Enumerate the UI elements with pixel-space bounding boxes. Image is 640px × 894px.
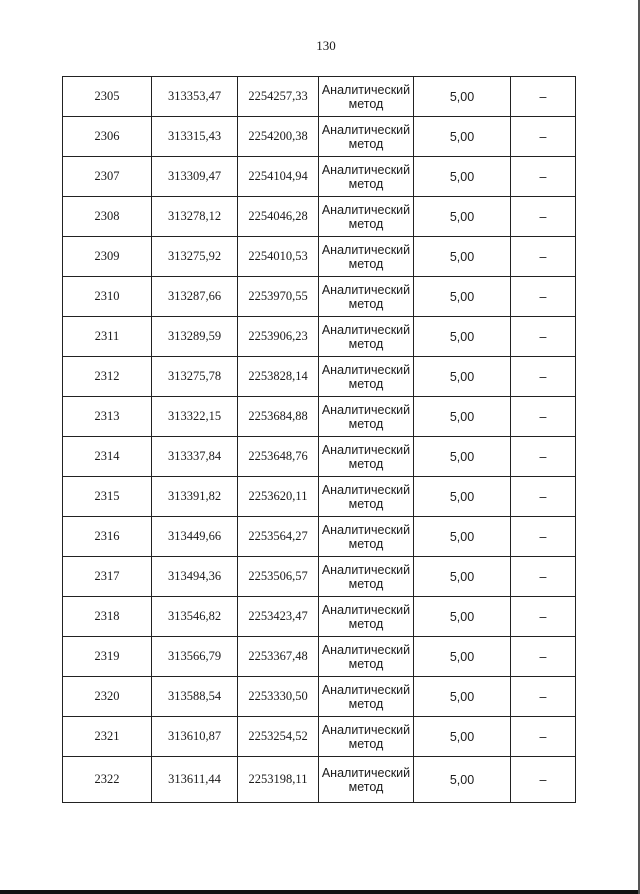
table-row	[63, 757, 576, 803]
x-coordinate-cell: 313275,78	[152, 357, 238, 397]
table-row	[63, 357, 576, 397]
point-number-cell: 2313	[63, 397, 152, 437]
method-line-1: Аналитический	[321, 765, 411, 780]
x-coordinate-cell: 313611,44	[152, 757, 238, 803]
method-cell	[319, 557, 414, 597]
x-coordinate-cell: 313309,47	[152, 157, 238, 197]
error-cell: 5,00	[414, 197, 511, 237]
method-line-2: метод	[348, 656, 384, 671]
x-coordinate-cell: 313610,87	[152, 717, 238, 757]
method-line-2: метод	[348, 496, 384, 511]
method-cell	[319, 397, 414, 437]
method-line-1: Аналитический	[321, 402, 411, 417]
y-coordinate-cell: 2253330,50	[238, 677, 319, 717]
x-coordinate-cell: 313353,47	[152, 77, 238, 117]
point-number-cell: 2314	[63, 437, 152, 477]
coordinates-table	[62, 76, 576, 803]
error-cell: 5,00	[414, 77, 511, 117]
point-number-cell: 2305	[63, 77, 152, 117]
y-coordinate-cell: 2253970,55	[238, 277, 319, 317]
method-line-2: метод	[348, 416, 384, 431]
error-cell: 5,00	[414, 277, 511, 317]
x-coordinate-cell: 313322,15	[152, 397, 238, 437]
point-number-cell: 2312	[63, 357, 152, 397]
method-line-1: Аналитический	[321, 442, 411, 457]
point-number-cell: 2322	[63, 757, 152, 803]
method-cell	[319, 357, 414, 397]
point-number-cell: 2315	[63, 477, 152, 517]
description-cell: –	[511, 477, 576, 517]
y-coordinate-cell: 2254010,53	[238, 237, 319, 277]
method-line-1: Аналитический	[321, 242, 411, 257]
table-row	[63, 317, 576, 357]
error-cell: 5,00	[414, 477, 511, 517]
page-number: 130	[316, 38, 336, 53]
y-coordinate-cell: 2253906,23	[238, 317, 319, 357]
method-line-2: метод	[348, 779, 384, 794]
error-cell: 5,00	[414, 557, 511, 597]
table-row	[63, 197, 576, 237]
y-coordinate-cell: 2254046,28	[238, 197, 319, 237]
method-line-2: метод	[348, 336, 384, 351]
y-coordinate-cell: 2254104,94	[238, 157, 319, 197]
description-cell: –	[511, 277, 576, 317]
error-cell: 5,00	[414, 397, 511, 437]
point-number-cell: 2311	[63, 317, 152, 357]
table-row	[63, 517, 576, 557]
method-line-1: Аналитический	[321, 522, 411, 537]
table-row	[63, 557, 576, 597]
y-coordinate-cell: 2254200,38	[238, 117, 319, 157]
method-line-2: метод	[348, 176, 384, 191]
y-coordinate-cell: 2254257,33	[238, 77, 319, 117]
method-line-2: метод	[348, 456, 384, 471]
point-number-cell: 2319	[63, 637, 152, 677]
x-coordinate-cell: 313289,59	[152, 317, 238, 357]
x-coordinate-cell: 313275,92	[152, 237, 238, 277]
description-cell: –	[511, 157, 576, 197]
method-cell	[319, 157, 414, 197]
table-row	[63, 677, 576, 717]
y-coordinate-cell: 2253648,76	[238, 437, 319, 477]
table-row	[63, 237, 576, 277]
point-number-cell: 2308	[63, 197, 152, 237]
method-line-2: метод	[348, 576, 384, 591]
description-cell: –	[511, 397, 576, 437]
y-coordinate-cell: 2253254,52	[238, 717, 319, 757]
method-line-1: Аналитический	[321, 122, 411, 137]
y-coordinate-cell: 2253684,88	[238, 397, 319, 437]
table-row	[63, 397, 576, 437]
method-cell	[319, 597, 414, 637]
x-coordinate-cell: 313449,66	[152, 517, 238, 557]
description-cell: –	[511, 517, 576, 557]
x-coordinate-cell: 313315,43	[152, 117, 238, 157]
error-cell: 5,00	[414, 717, 511, 757]
method-line-2: метод	[348, 96, 384, 111]
method-cell	[319, 757, 414, 803]
method-line-2: метод	[348, 536, 384, 551]
y-coordinate-cell: 2253564,27	[238, 517, 319, 557]
point-number-cell: 2316	[63, 517, 152, 557]
method-cell	[319, 517, 414, 557]
method-cell	[319, 677, 414, 717]
method-line-1: Аналитический	[321, 162, 411, 177]
coordinates-table-body	[63, 77, 576, 803]
table-row	[63, 597, 576, 637]
x-coordinate-cell: 313391,82	[152, 477, 238, 517]
description-cell: –	[511, 677, 576, 717]
description-cell: –	[511, 757, 576, 803]
point-number-cell: 2310	[63, 277, 152, 317]
method-line-2: метод	[348, 216, 384, 231]
error-cell: 5,00	[414, 157, 511, 197]
point-number-cell: 2309	[63, 237, 152, 277]
method-line-2: метод	[348, 696, 384, 711]
method-cell	[319, 77, 414, 117]
method-line-2: метод	[348, 136, 384, 151]
x-coordinate-cell: 313337,84	[152, 437, 238, 477]
method-cell	[319, 717, 414, 757]
x-coordinate-cell: 313287,66	[152, 277, 238, 317]
x-coordinate-cell: 313588,54	[152, 677, 238, 717]
method-line-2: метод	[348, 376, 384, 391]
x-coordinate-cell: 313278,12	[152, 197, 238, 237]
table-row	[63, 637, 576, 677]
error-cell: 5,00	[414, 357, 511, 397]
description-cell: –	[511, 317, 576, 357]
method-cell	[319, 317, 414, 357]
y-coordinate-cell: 2253423,47	[238, 597, 319, 637]
description-cell: –	[511, 77, 576, 117]
table-row	[63, 117, 576, 157]
table-row	[63, 157, 576, 197]
method-line-1: Аналитический	[321, 322, 411, 337]
method-line-1: Аналитический	[321, 362, 411, 377]
method-line-1: Аналитический	[321, 562, 411, 577]
error-cell: 5,00	[414, 317, 511, 357]
method-line-1: Аналитический	[321, 82, 411, 97]
method-line-1: Аналитический	[321, 282, 411, 297]
description-cell: –	[511, 717, 576, 757]
point-number-cell: 2306	[63, 117, 152, 157]
y-coordinate-cell: 2253198,11	[238, 757, 319, 803]
method-line-1: Аналитический	[321, 642, 411, 657]
error-cell: 5,00	[414, 757, 511, 803]
method-line-1: Аналитический	[321, 602, 411, 617]
description-cell: –	[511, 197, 576, 237]
method-line-2: метод	[348, 296, 384, 311]
method-line-1: Аналитический	[321, 202, 411, 217]
method-line-1: Аналитический	[321, 682, 411, 697]
description-cell: –	[511, 437, 576, 477]
method-line-2: метод	[348, 616, 384, 631]
scan-bottom-edge	[0, 890, 640, 894]
method-cell	[319, 437, 414, 477]
x-coordinate-cell: 313546,82	[152, 597, 238, 637]
point-number-cell: 2307	[63, 157, 152, 197]
description-cell: –	[511, 357, 576, 397]
point-number-cell: 2320	[63, 677, 152, 717]
x-coordinate-cell: 313566,79	[152, 637, 238, 677]
description-cell: –	[511, 597, 576, 637]
method-cell	[319, 637, 414, 677]
method-cell	[319, 477, 414, 517]
point-number-cell: 2317	[63, 557, 152, 597]
method-line-1: Аналитический	[321, 482, 411, 497]
table-row	[63, 477, 576, 517]
y-coordinate-cell: 2253367,48	[238, 637, 319, 677]
error-cell: 5,00	[414, 677, 511, 717]
table-row	[63, 437, 576, 477]
description-cell: –	[511, 117, 576, 157]
x-coordinate-cell: 313494,36	[152, 557, 238, 597]
table-row	[63, 277, 576, 317]
point-number-cell: 2318	[63, 597, 152, 637]
y-coordinate-cell: 2253828,14	[238, 357, 319, 397]
method-line-2: метод	[348, 736, 384, 751]
description-cell: –	[511, 637, 576, 677]
y-coordinate-cell: 2253506,57	[238, 557, 319, 597]
method-line-1: Аналитический	[321, 722, 411, 737]
method-cell	[319, 277, 414, 317]
description-cell: –	[511, 557, 576, 597]
error-cell: 5,00	[414, 517, 511, 557]
description-cell: –	[511, 237, 576, 277]
method-cell	[319, 197, 414, 237]
error-cell: 5,00	[414, 237, 511, 277]
error-cell: 5,00	[414, 637, 511, 677]
method-cell	[319, 237, 414, 277]
error-cell: 5,00	[414, 117, 511, 157]
error-cell: 5,00	[414, 437, 511, 477]
method-line-2: метод	[348, 256, 384, 271]
table-row	[63, 717, 576, 757]
table-row	[63, 77, 576, 117]
error-cell: 5,00	[414, 597, 511, 637]
point-number-cell: 2321	[63, 717, 152, 757]
y-coordinate-cell: 2253620,11	[238, 477, 319, 517]
method-cell	[319, 117, 414, 157]
